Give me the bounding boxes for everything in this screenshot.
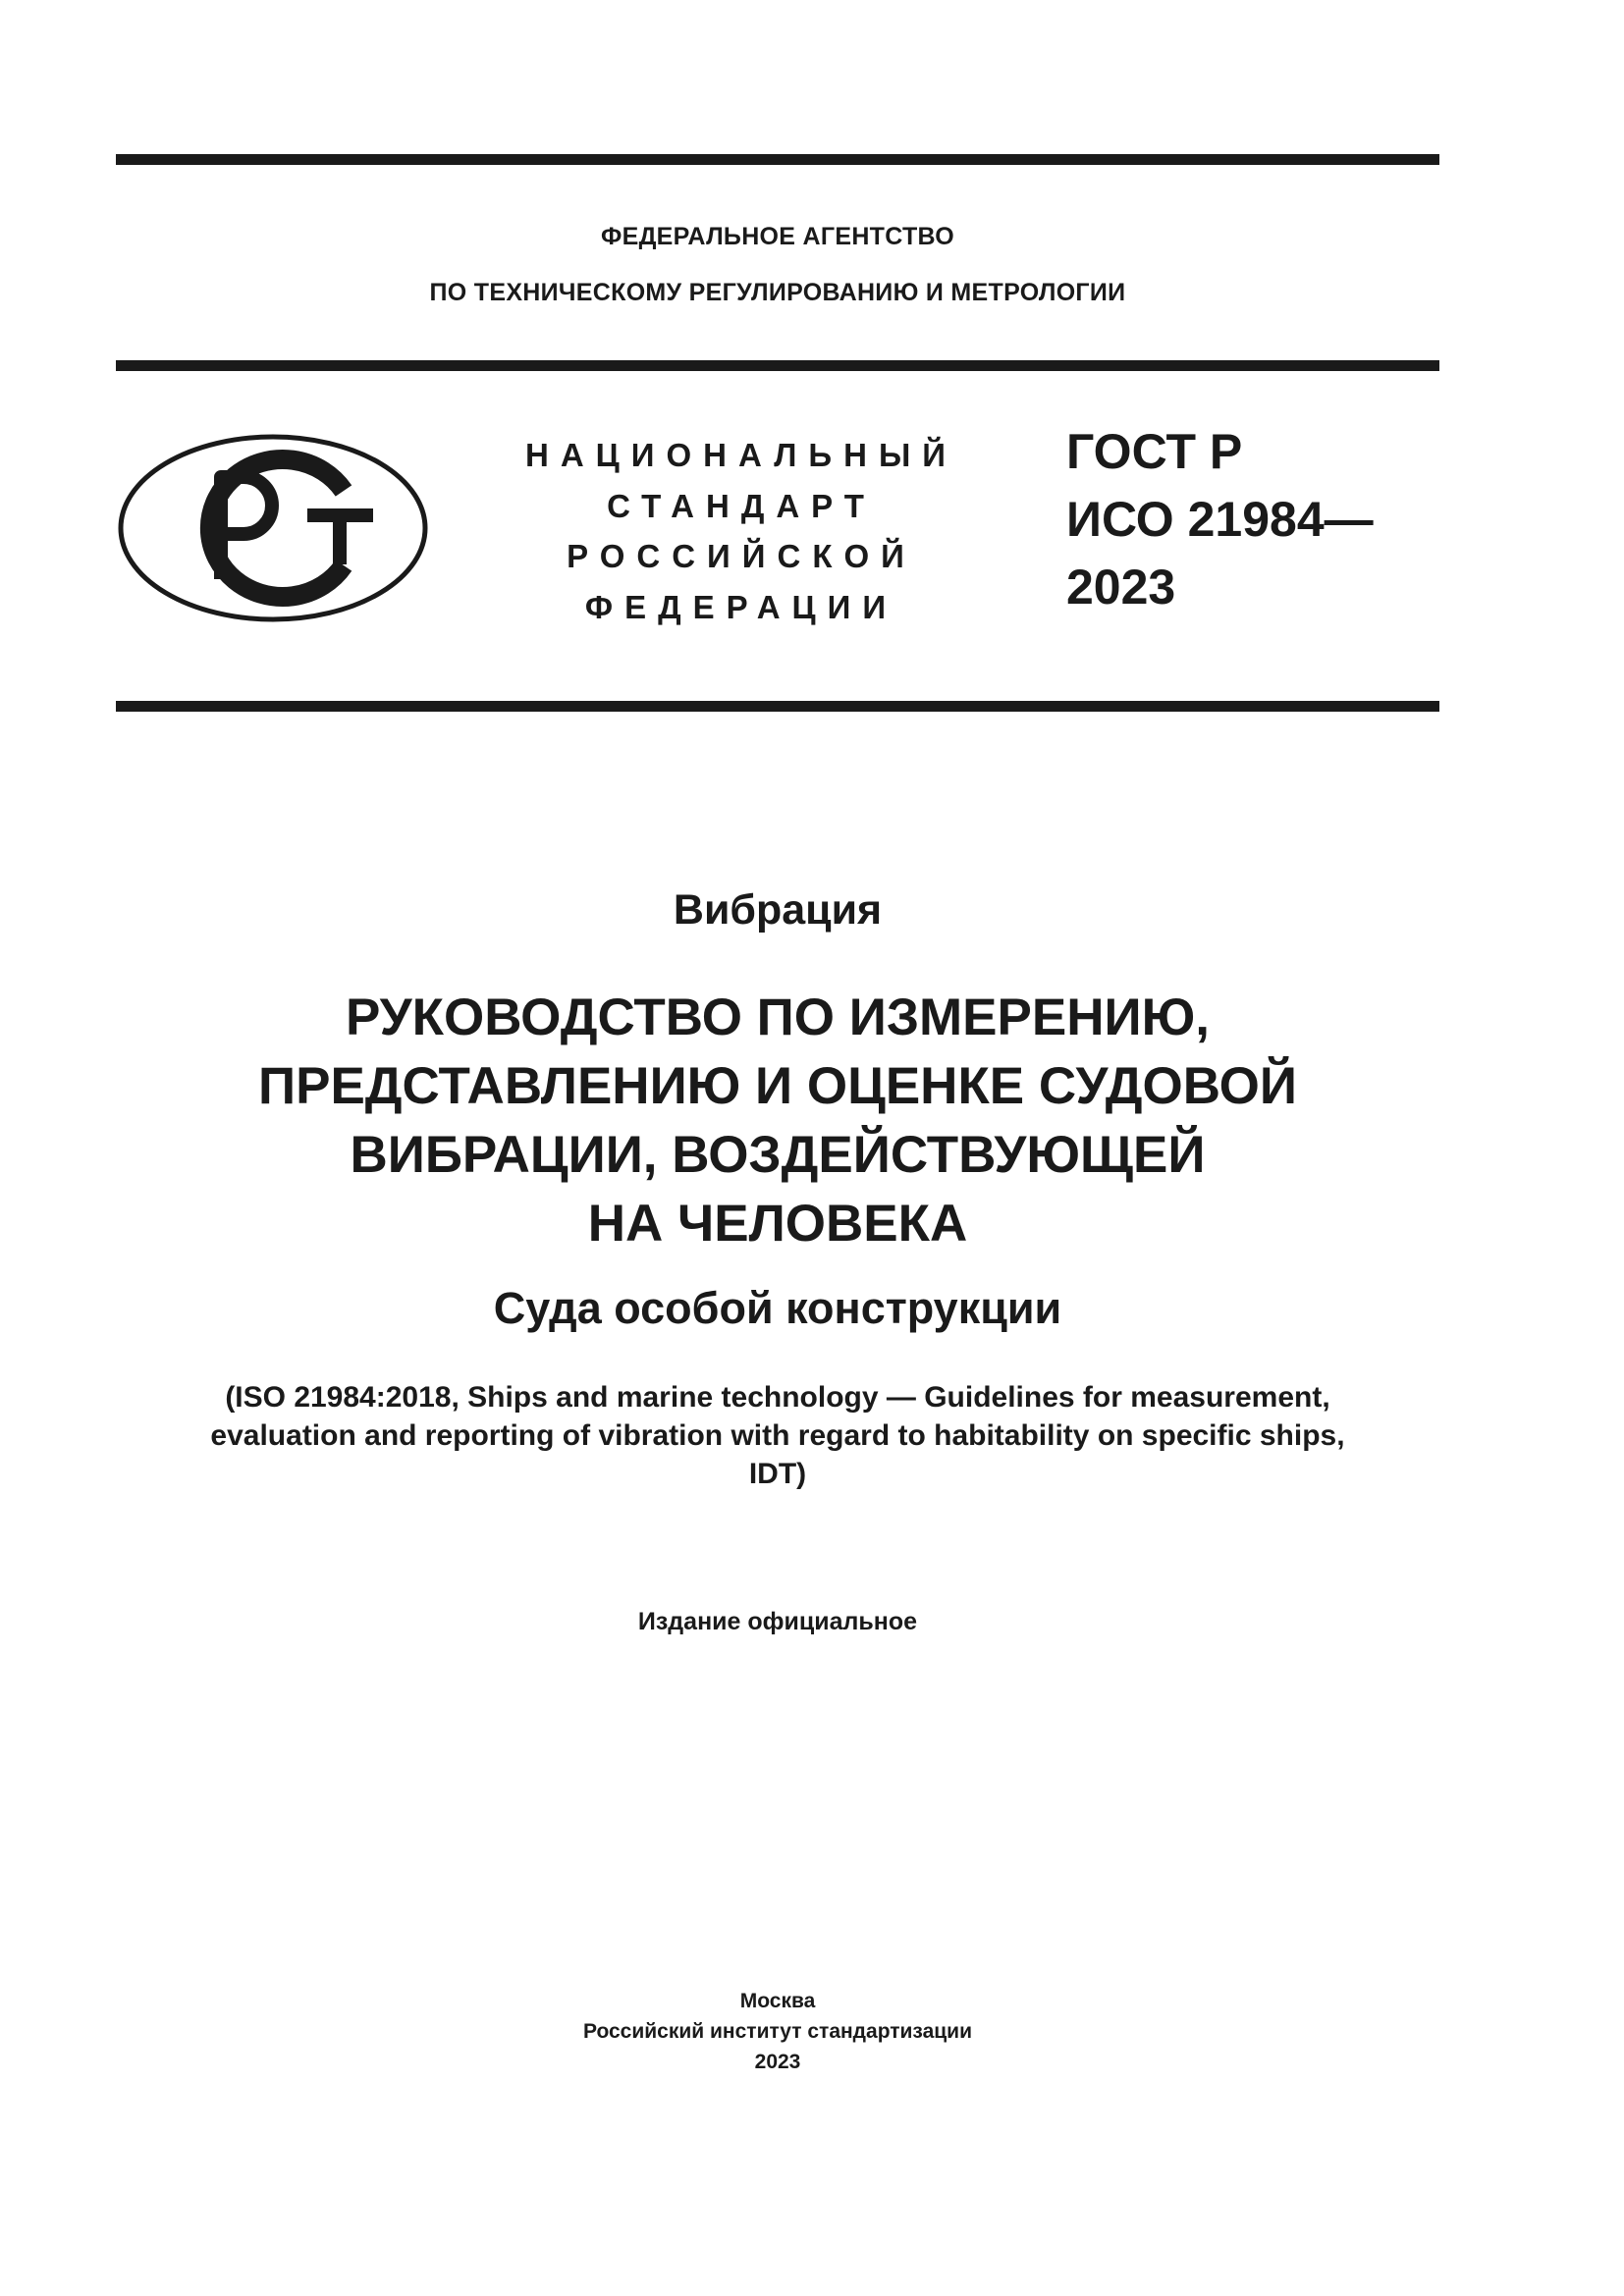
document-title bbox=[116, 984, 1439, 1258]
document-subtitle: Суда особой конструкции bbox=[493, 1283, 1062, 1333]
footer-year: 2023 bbox=[754, 2051, 801, 2073]
national-standard-line3: РОССИЙСКОЙ bbox=[567, 538, 916, 574]
national-standard-line4: ФЕДЕРАЦИИ bbox=[584, 589, 898, 625]
title-line: РУКОВОДСТВО ПО ИЗМЕРЕНИЮ, bbox=[346, 988, 1210, 1046]
national-standard-line1: НАЦИОНАЛЬНЫЙ bbox=[525, 437, 957, 473]
header-bottom-rule bbox=[116, 701, 1439, 712]
top-rule bbox=[116, 154, 1439, 165]
designation-line1: ГОСТ Р bbox=[1066, 424, 1243, 479]
iso-reference-line: evaluation and reporting of vibration with regard to habitability on specific ships, bbox=[210, 1419, 1345, 1452]
official-edition-label: Издание официальное bbox=[637, 1608, 918, 1635]
title-line: НА ЧЕЛОВЕКА bbox=[587, 1195, 968, 1253]
rst-logo-icon bbox=[116, 430, 430, 626]
iso-reference-line: (ISO 21984:2018, Ships and marine technology — Guidelines for measurement, bbox=[225, 1381, 1330, 1414]
designation-line2: ИСО 21984— bbox=[1066, 492, 1374, 547]
title-line: ВИБРАЦИИ, ВОЗДЕЙСТВУЮЩЕЙ bbox=[350, 1126, 1206, 1184]
title-line: ПРЕДСТАВЛЕНИЮ И ОЦЕНКЕ СУДОВОЙ bbox=[258, 1057, 1297, 1115]
agency-name-line1: ФЕДЕРАЛЬНОЕ АГЕНТСТВО bbox=[600, 223, 955, 250]
designation-line3: 2023 bbox=[1066, 560, 1176, 614]
document-topic: Вибрация bbox=[673, 886, 883, 934]
header-rule bbox=[116, 360, 1439, 371]
publisher-footer bbox=[116, 1986, 1439, 2077]
agency-name-line2: ПО ТЕХНИЧЕСКОМУ РЕГУЛИРОВАНИЮ И МЕТРОЛОГИИ bbox=[429, 279, 1126, 306]
iso-reference-line: IDT) bbox=[748, 1458, 807, 1490]
national-standard-line2: СТАНДАРТ bbox=[607, 488, 876, 524]
iso-reference bbox=[116, 1378, 1439, 1493]
footer-publisher: Российский институт стандартизации bbox=[582, 2020, 973, 2043]
footer-city: Москва bbox=[739, 1990, 816, 2012]
